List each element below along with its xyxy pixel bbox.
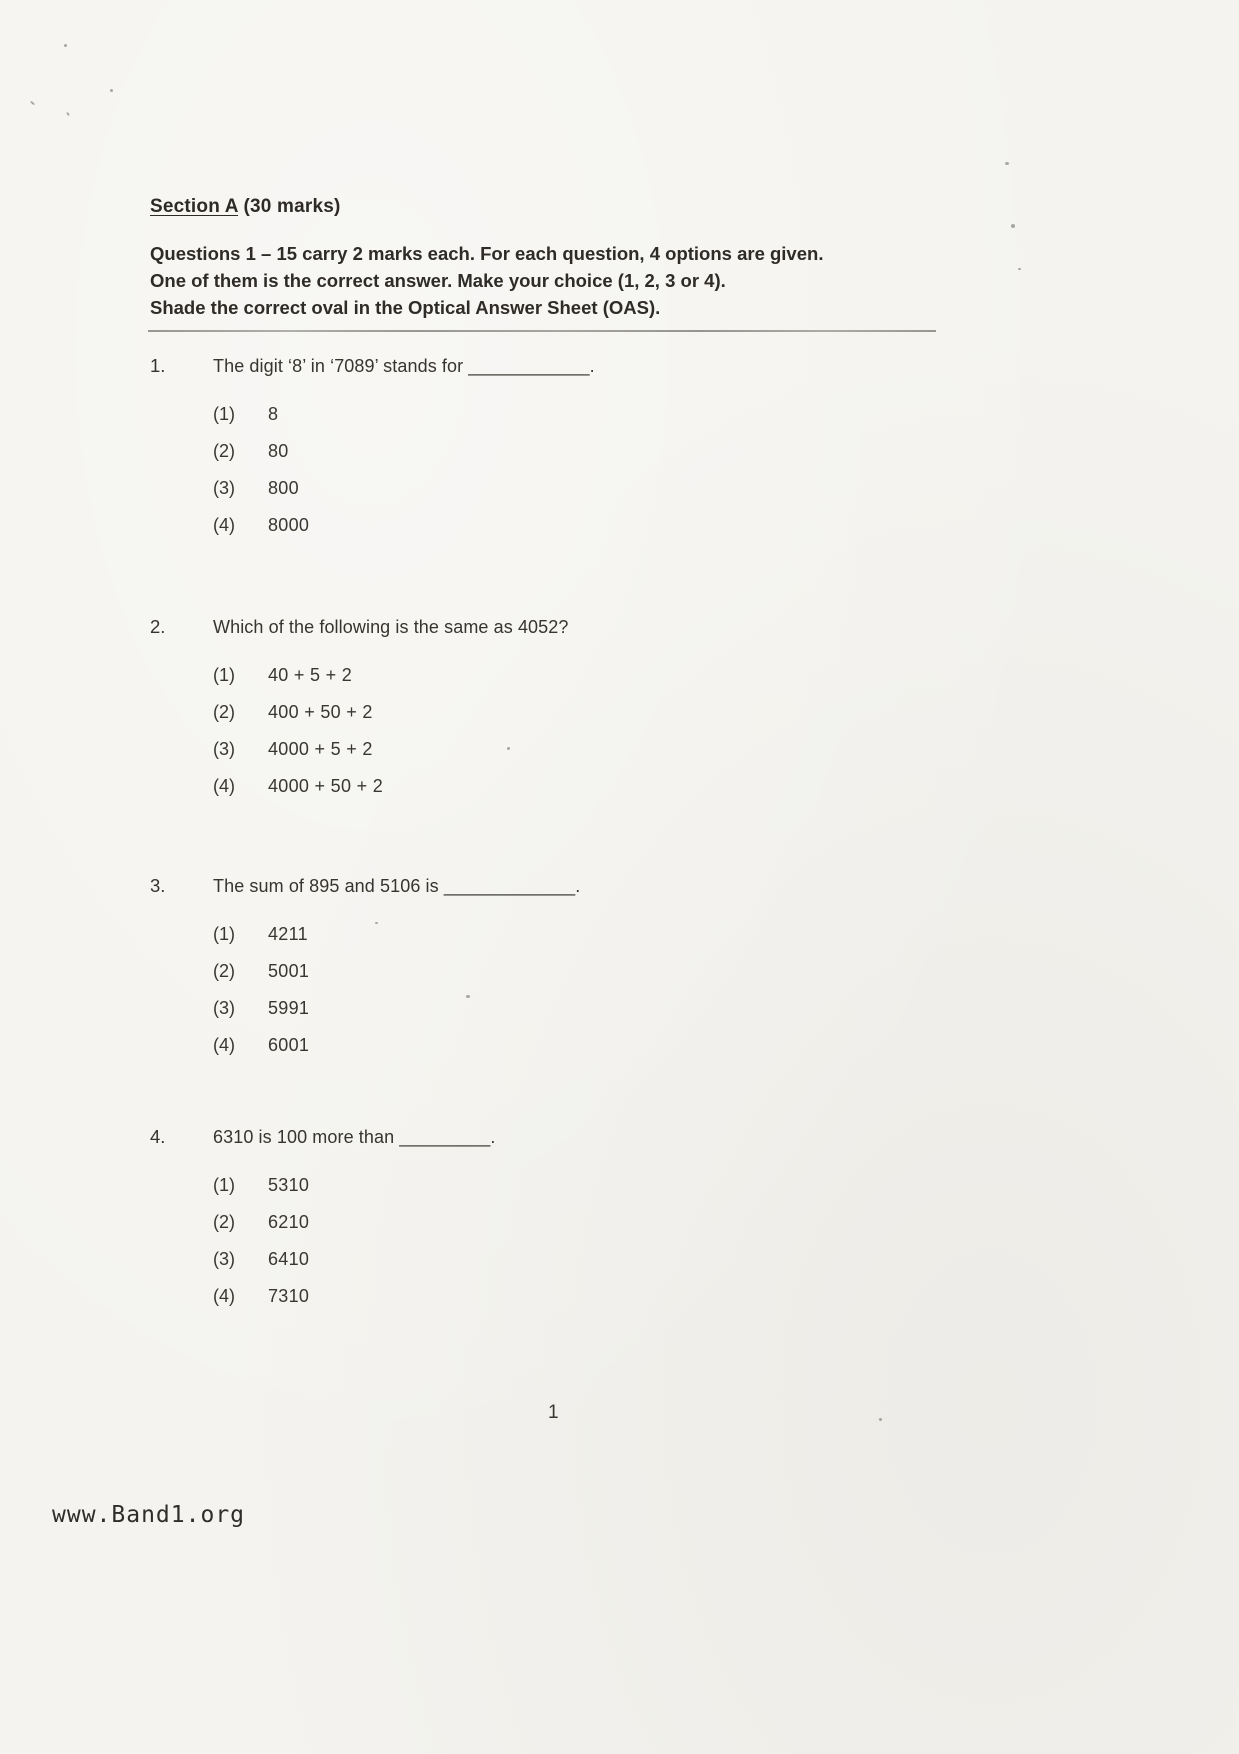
option-value: 8000 — [268, 515, 310, 535]
option-4 — [213, 1278, 495, 1315]
options-list — [213, 916, 580, 1064]
scan-speck — [1018, 268, 1021, 270]
question-2 — [150, 616, 569, 805]
option-label: (1) — [213, 1175, 235, 1195]
option-label: (3) — [213, 998, 235, 1018]
option-2 — [213, 433, 595, 470]
option-value: 5001 — [268, 961, 310, 981]
option-label: (3) — [213, 478, 235, 498]
option-2 — [213, 953, 580, 990]
question-number: 1. — [150, 355, 166, 376]
options-list — [213, 657, 569, 805]
question-body — [213, 1126, 495, 1315]
option-1 — [213, 916, 580, 953]
option-value: 5991 — [268, 998, 310, 1018]
question-text: The digit ‘8’ in ‘7089’ stands for ____________. — [213, 356, 595, 376]
instruction-line: Questions 1 – 15 carry 2 marks each. For each question, 4 options are given. — [150, 243, 824, 264]
option-label: (3) — [213, 739, 235, 759]
options-list — [213, 396, 595, 544]
option-label: (2) — [213, 1212, 235, 1232]
question-number: 2. — [150, 616, 166, 637]
option-1 — [213, 396, 595, 433]
option-label: (1) — [213, 924, 235, 944]
option-label: (4) — [213, 515, 235, 535]
section-title — [150, 196, 341, 218]
option-1 — [213, 1167, 495, 1204]
instructions — [150, 240, 910, 321]
option-value: 4000 + 50 + 2 — [268, 776, 384, 796]
option-3 — [213, 1241, 495, 1278]
section-title-text: Section A — [150, 196, 239, 217]
option-2 — [213, 694, 569, 731]
option-value: 80 — [268, 441, 289, 461]
options-list — [213, 1167, 495, 1315]
option-value: 800 — [268, 478, 299, 498]
instruction-line: Shade the correct oval in the Optical Answer Sheet (OAS). — [150, 297, 661, 318]
option-label: (2) — [213, 961, 235, 981]
scan-speck — [879, 1418, 882, 1421]
option-4 — [213, 507, 595, 544]
watermark: www.Band1.org — [52, 1502, 246, 1528]
option-value: 7310 — [268, 1286, 310, 1306]
option-3 — [213, 990, 580, 1027]
option-1 — [213, 657, 569, 694]
option-label: (1) — [213, 665, 235, 685]
option-value: 6210 — [268, 1212, 310, 1232]
option-value: 6001 — [268, 1035, 310, 1055]
question-text: The sum of 895 and 5106 is _____________. — [213, 876, 581, 896]
option-2 — [213, 1204, 495, 1241]
instruction-line: One of them is the correct answer. Make your choice (1, 2, 3 or 4). — [150, 270, 726, 291]
option-label: (3) — [213, 1249, 235, 1269]
option-value: 8 — [268, 404, 279, 424]
page-number: 1 — [548, 1402, 559, 1423]
scan-speck — [64, 44, 67, 47]
question-4 — [150, 1126, 495, 1315]
scan-speck — [66, 112, 70, 116]
scan-speck — [30, 101, 35, 106]
question-body — [213, 355, 595, 544]
option-label: (1) — [213, 404, 235, 424]
question-text: 6310 is 100 more than _________. — [213, 1127, 496, 1147]
option-3 — [213, 470, 595, 507]
option-value: 6410 — [268, 1249, 310, 1269]
question-number: 3. — [150, 875, 166, 896]
option-4 — [213, 768, 569, 805]
question-body — [213, 875, 580, 1064]
option-label: (4) — [213, 776, 235, 796]
question-number: 4. — [150, 1126, 166, 1147]
option-value: 40 + 5 + 2 — [268, 665, 353, 685]
section-marks: (30 marks) — [238, 196, 341, 217]
question-3 — [150, 875, 580, 1064]
scan-speck — [1011, 224, 1015, 228]
section-divider — [148, 330, 936, 332]
option-3 — [213, 731, 569, 768]
scan-speck — [1005, 162, 1009, 165]
option-value: 5310 — [268, 1175, 310, 1195]
question-1 — [150, 355, 595, 544]
option-label: (4) — [213, 1286, 235, 1306]
scan-speck — [110, 89, 113, 92]
option-value: 4000 + 5 + 2 — [268, 739, 373, 759]
option-value: 400 + 50 + 2 — [268, 702, 373, 722]
question-body — [213, 616, 569, 805]
option-4 — [213, 1027, 580, 1064]
question-text: Which of the following is the same as 4052? — [213, 617, 569, 637]
option-label: (4) — [213, 1035, 235, 1055]
option-label: (2) — [213, 441, 235, 461]
option-value: 4211 — [268, 924, 308, 944]
option-label: (2) — [213, 702, 235, 722]
